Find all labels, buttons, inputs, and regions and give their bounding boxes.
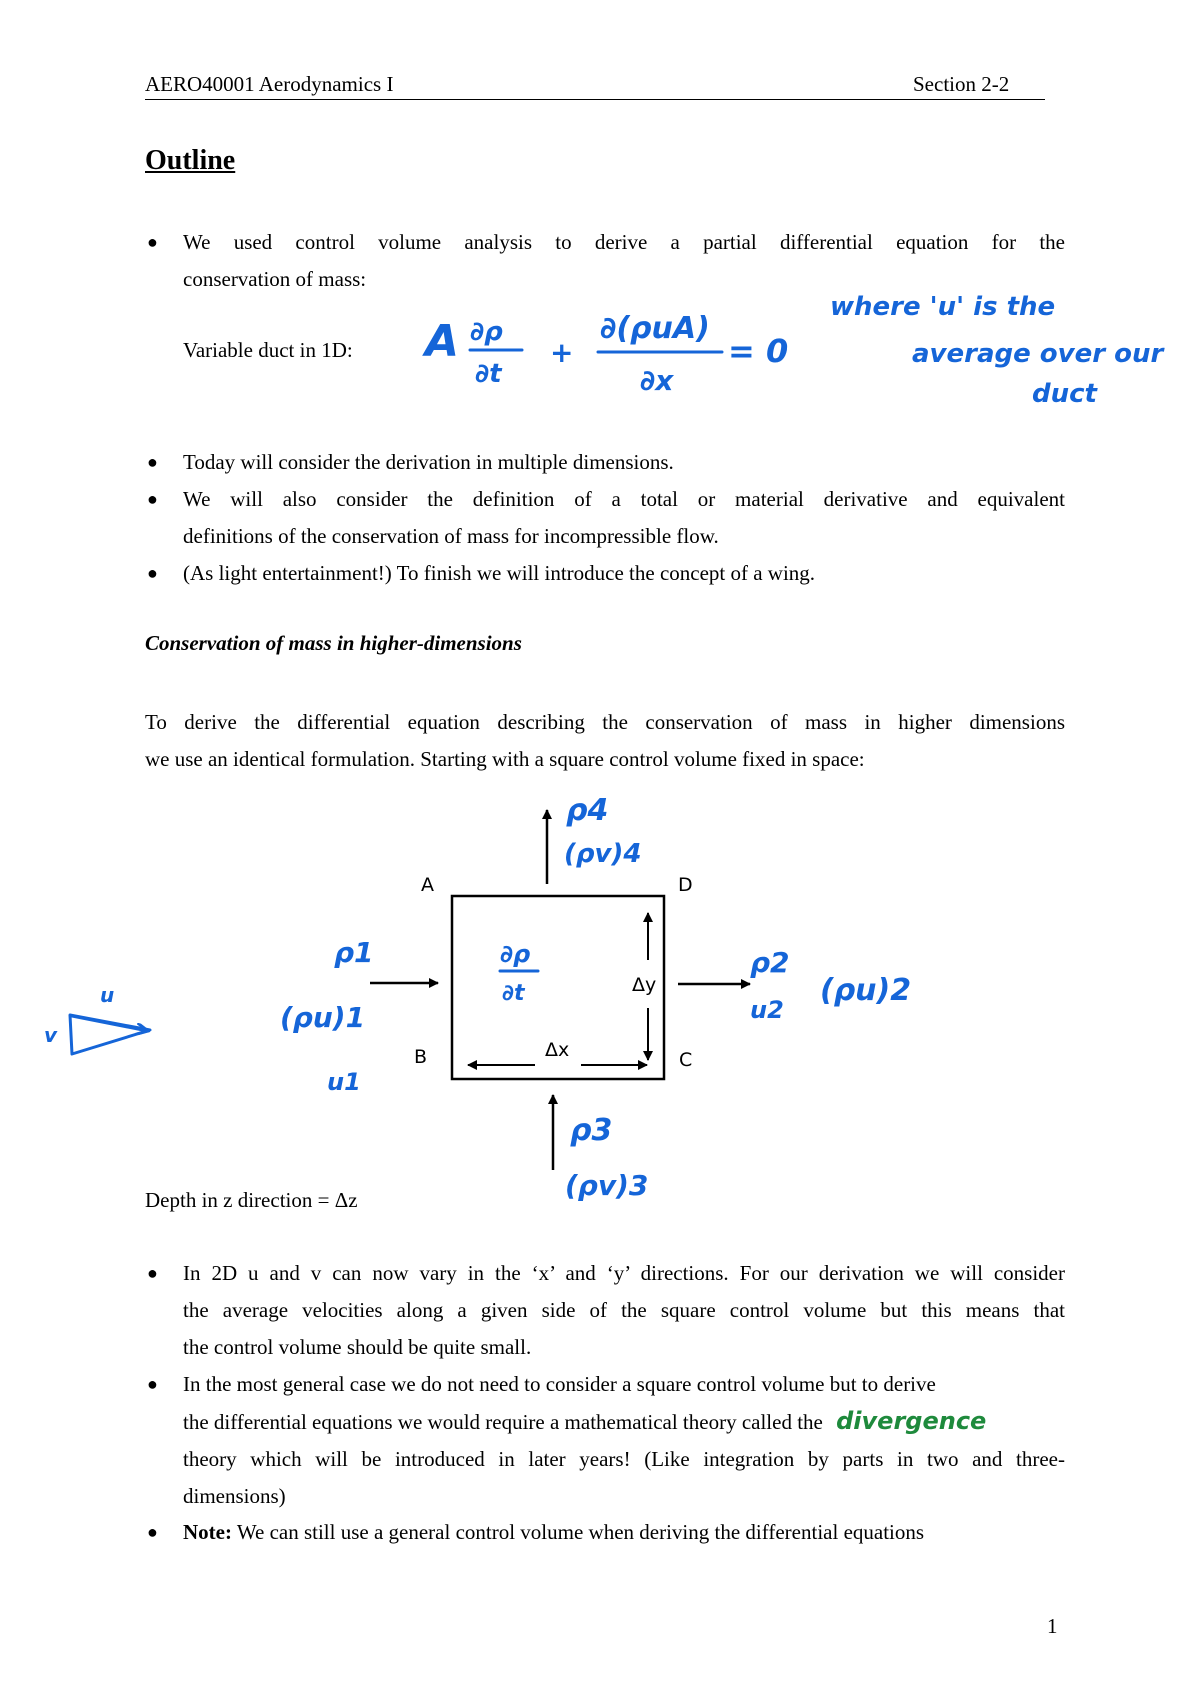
intro-line: To derive the differential equation describing the conservation of mass in higher dimensions — [145, 710, 1065, 734]
bullet-text: In 2D u and v can now vary in the ‘x’ and ‘y’ directions. For our derivation we will consider — [183, 1261, 1065, 1285]
note-line2: average over our — [912, 339, 1164, 369]
page-title: Outline — [145, 145, 236, 176]
hw-tri-u: u — [100, 983, 115, 1007]
bullet-text: We will also consider the definition of a total or material derivative and equivalent — [183, 487, 1065, 511]
bullet-item — [145, 444, 1065, 481]
bullet-text: In the most general case we do not need to consider a square control volume but to derive — [183, 1372, 936, 1396]
hw-rho2: ρ2 — [750, 946, 790, 979]
eq-numerator: ∂(ρuA) — [600, 311, 710, 346]
note-line3: duct — [1032, 379, 1097, 409]
bullet-item — [145, 224, 1065, 298]
hw-u1: u1 — [327, 1068, 361, 1096]
hw-rho1: ρ1 — [334, 936, 374, 969]
bullet-item — [145, 1514, 1065, 1551]
hw-dt-box: ∂t — [502, 981, 525, 1006]
eq-drho: ∂ρ — [470, 317, 503, 347]
bullet-text: (As light entertainment!) To finish we will introduce the concept of a wing. — [183, 561, 816, 585]
hw-drho-box: ∂ρ — [500, 940, 531, 968]
section-heading: Conservation of mass in higher-dimensions — [145, 631, 522, 655]
control-volume-diagram — [0, 790, 1200, 1220]
label-delta-x: Δx — [545, 1039, 570, 1061]
bullet-dot: ● — [147, 1263, 158, 1283]
bullet-item — [145, 481, 1065, 555]
bullet-dot: ● — [147, 563, 158, 583]
bullet-text-row — [183, 1514, 1065, 1551]
depth-text: Depth in z direction = Δz — [145, 1188, 358, 1212]
hw-tri-v: v — [44, 1023, 58, 1047]
header-course: AERO40001 Aerodynamics I — [145, 72, 394, 96]
hw-u2: u2 — [750, 996, 784, 1024]
bullet-text: the differential equations we would require a mathematical theory called the — [183, 1410, 823, 1434]
bullet-text: Today will consider the derivation in multiple dimensions. — [183, 450, 674, 474]
corner-a: A — [421, 874, 434, 896]
hw-divergence: divergence — [836, 1407, 987, 1435]
bullet-dot: ● — [147, 489, 158, 509]
bullet-item — [145, 555, 1065, 592]
hw-rhov3: (ρv)3 — [565, 1169, 649, 1202]
label-delta-y: Δy — [632, 974, 657, 996]
bullet-text: theory which will be introduced in later years! (Like integration by parts in two and three- — [183, 1447, 1065, 1471]
bullet-text: the average velocities along a given side of the square control volume but this means that — [183, 1298, 1065, 1322]
intro-paragraph — [145, 704, 1065, 778]
bullet-text-row — [183, 1403, 1065, 1441]
bullet-item — [145, 1255, 1065, 1366]
hw-velocity-triangle — [70, 1015, 150, 1054]
eq-dt: ∂t — [475, 359, 502, 389]
bullet-text: We used control volume analysis to derive a partial differential equation for the — [183, 230, 1065, 254]
header-rule — [145, 99, 1045, 100]
handwritten-equation — [0, 290, 1200, 430]
eq-equals-zero: = 0 — [728, 332, 789, 370]
page-number: 1 — [1047, 1614, 1058, 1638]
hw-rho3: ρ3 — [570, 1113, 613, 1148]
bullet-dot: ● — [147, 1522, 158, 1542]
bullet-dot: ● — [147, 452, 158, 472]
hw-rhou2: (ρu)2 — [820, 973, 912, 1008]
corner-d: D — [678, 874, 693, 896]
corner-b: B — [414, 1046, 428, 1068]
eq-denominator: ∂x — [640, 364, 674, 397]
note-line1: where 'u' is the — [830, 292, 1056, 322]
bullet-text: conservation of mass: — [183, 267, 367, 291]
bullet-text: We can still use a general control volume when deriving the differential equations — [236, 1520, 925, 1544]
bullet-dot: ● — [147, 1374, 158, 1394]
hw-rhou1: (ρu)1 — [280, 1001, 366, 1034]
bullet-text: definitions of the conservation of mass for incompressible flow. — [183, 524, 719, 548]
hw-rhov4: (ρv)4 — [564, 839, 642, 869]
corner-c: C — [679, 1049, 693, 1071]
eq-plus: + — [550, 336, 574, 369]
eq-A: A — [425, 316, 460, 367]
hw-rho4: ρ4 — [566, 793, 609, 828]
intro-line: we use an identical formulation. Starting with a square control volume fixed in space: — [145, 747, 865, 771]
bullet-dot: ● — [147, 232, 158, 252]
note-bold: Note: — [183, 1520, 232, 1544]
hw-velocity-arrow — [72, 1016, 148, 1031]
bullet-text: the control volume should be quite small. — [183, 1335, 532, 1359]
bullet-item — [145, 1366, 1065, 1515]
header-section: Section 2-2 — [913, 72, 1010, 96]
bullet-text: dimensions) — [183, 1484, 286, 1508]
duct-label: Variable duct in 1D: — [183, 338, 353, 362]
